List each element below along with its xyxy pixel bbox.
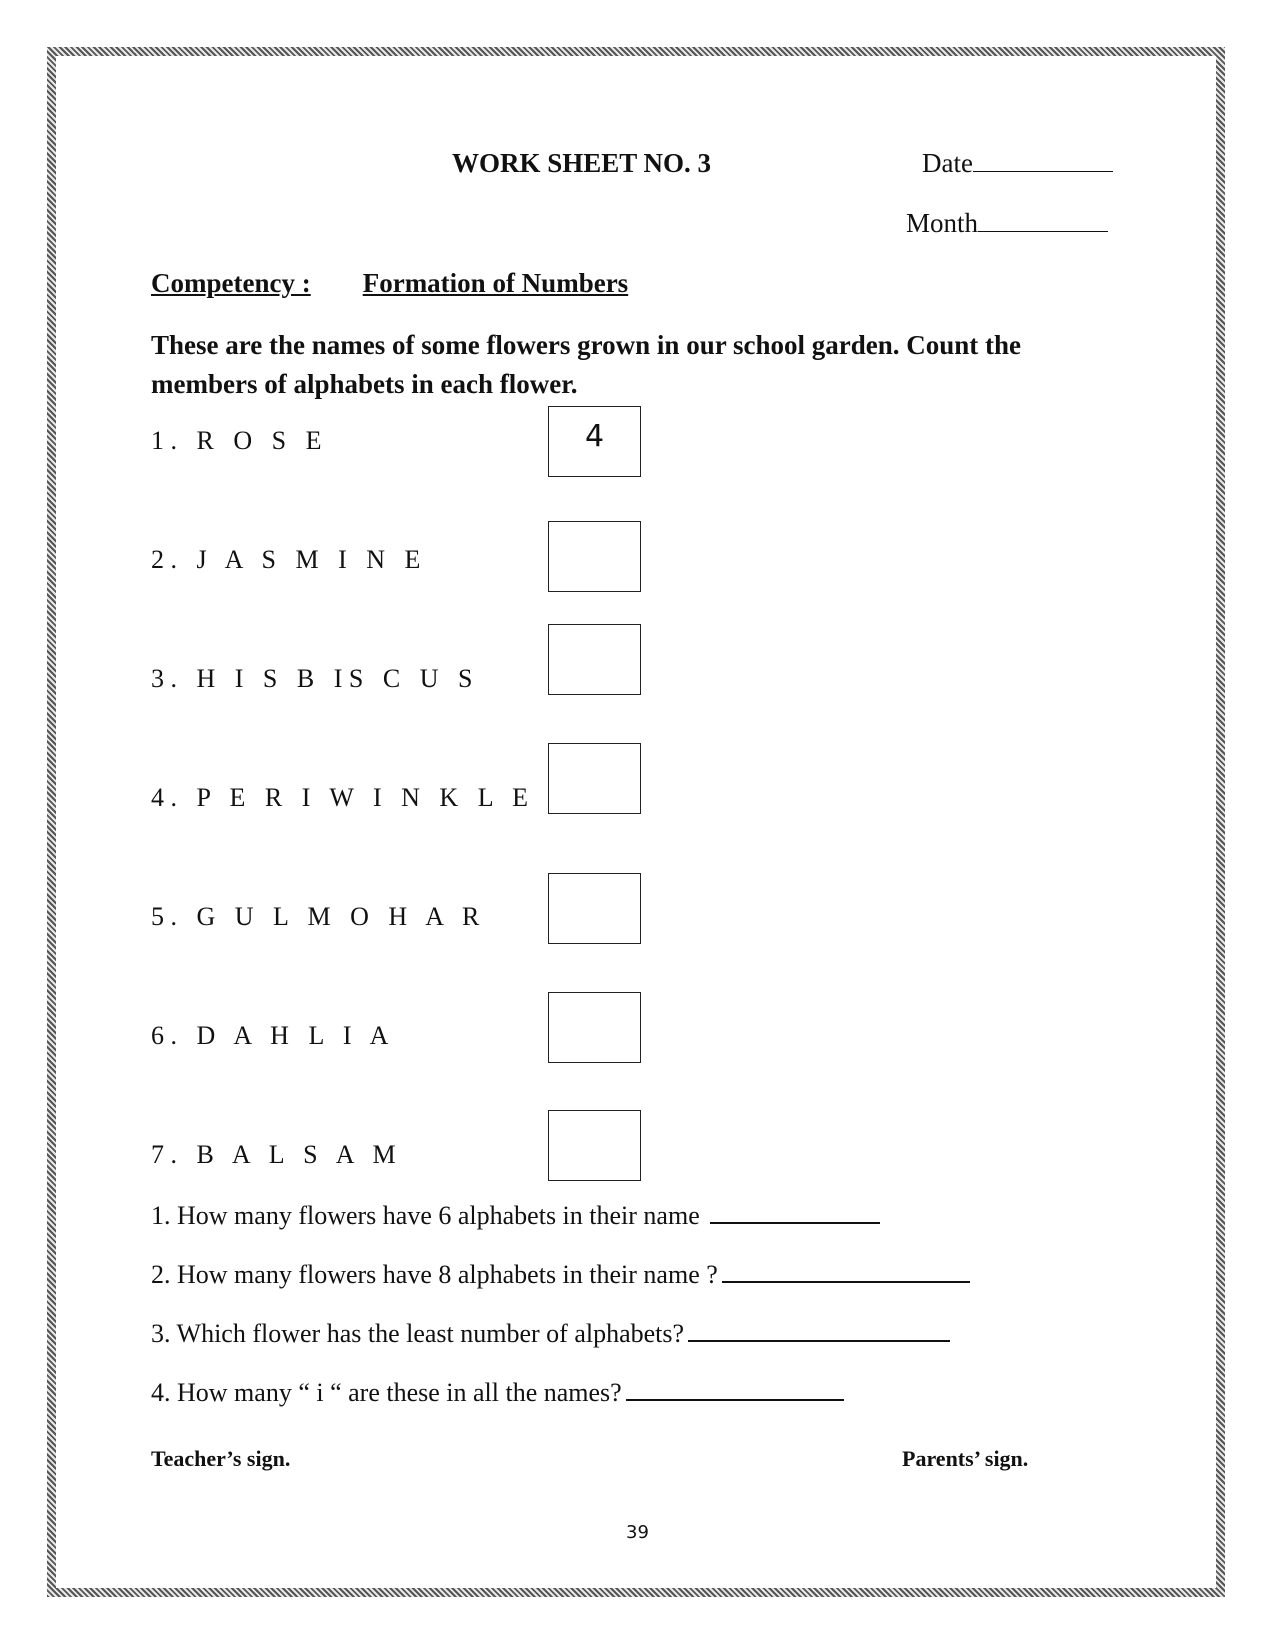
answer-blank[interactable] xyxy=(722,1259,970,1283)
flower-item: 3. H I S B IS C U S xyxy=(151,664,479,693)
competency-value: Formation of Numbers xyxy=(362,268,629,298)
question-text: 3. Which flower has the least number of alphabets? xyxy=(151,1319,685,1348)
parents-sign-label: Parents’ sign. xyxy=(902,1446,1029,1471)
flower-item: 4. P E R I W I N K L E xyxy=(151,783,535,812)
answer-box[interactable] xyxy=(548,624,641,695)
worksheet-title: WORK SHEET NO. 3 xyxy=(452,148,712,178)
instruction-text: These are the names of some flowers grown in our school garden. Count the members of alphabets in each flower. xyxy=(151,330,1021,399)
flower-item: 5. G U L M O H A R xyxy=(151,902,486,931)
answer-blank[interactable] xyxy=(688,1318,950,1342)
month-blank[interactable] xyxy=(978,209,1108,232)
date-field[interactable] xyxy=(922,148,1113,179)
flower-item: 1. R O S E xyxy=(151,426,328,455)
flower-item: 6. D A H L I A xyxy=(151,1021,395,1050)
answer-box[interactable] xyxy=(548,873,641,944)
date-blank[interactable] xyxy=(973,149,1113,172)
question-text: 1. How many flowers have 6 alphabets in their name xyxy=(151,1201,700,1230)
answer-blank[interactable] xyxy=(626,1377,844,1401)
answer-box[interactable]: 4 xyxy=(548,406,641,477)
teacher-sign-label: Teacher’s sign. xyxy=(151,1446,291,1471)
answer-blank[interactable] xyxy=(710,1200,880,1224)
answer-box[interactable] xyxy=(548,1110,641,1181)
question-3 xyxy=(151,1318,950,1349)
question-2 xyxy=(151,1259,970,1290)
question-text: 2. How many flowers have 8 alphabets in their name ? xyxy=(151,1260,718,1289)
date-label: Date xyxy=(922,148,973,178)
page-number: 39 xyxy=(626,1522,649,1543)
answer-box[interactable] xyxy=(548,521,641,592)
answer-box[interactable] xyxy=(548,743,641,814)
question-1 xyxy=(151,1200,880,1231)
month-label: Month xyxy=(906,208,979,238)
competency-label: Competency : xyxy=(151,268,311,298)
month-field[interactable] xyxy=(906,208,1108,239)
question-text: 4. How many “ i “ are these in all the names? xyxy=(151,1378,622,1407)
question-4 xyxy=(151,1377,844,1408)
flower-item: 2. J A S M I N E xyxy=(151,545,427,574)
competency-heading xyxy=(151,268,628,299)
answer-box[interactable] xyxy=(548,992,641,1063)
flower-item: 7. B A L S A M xyxy=(151,1140,403,1169)
